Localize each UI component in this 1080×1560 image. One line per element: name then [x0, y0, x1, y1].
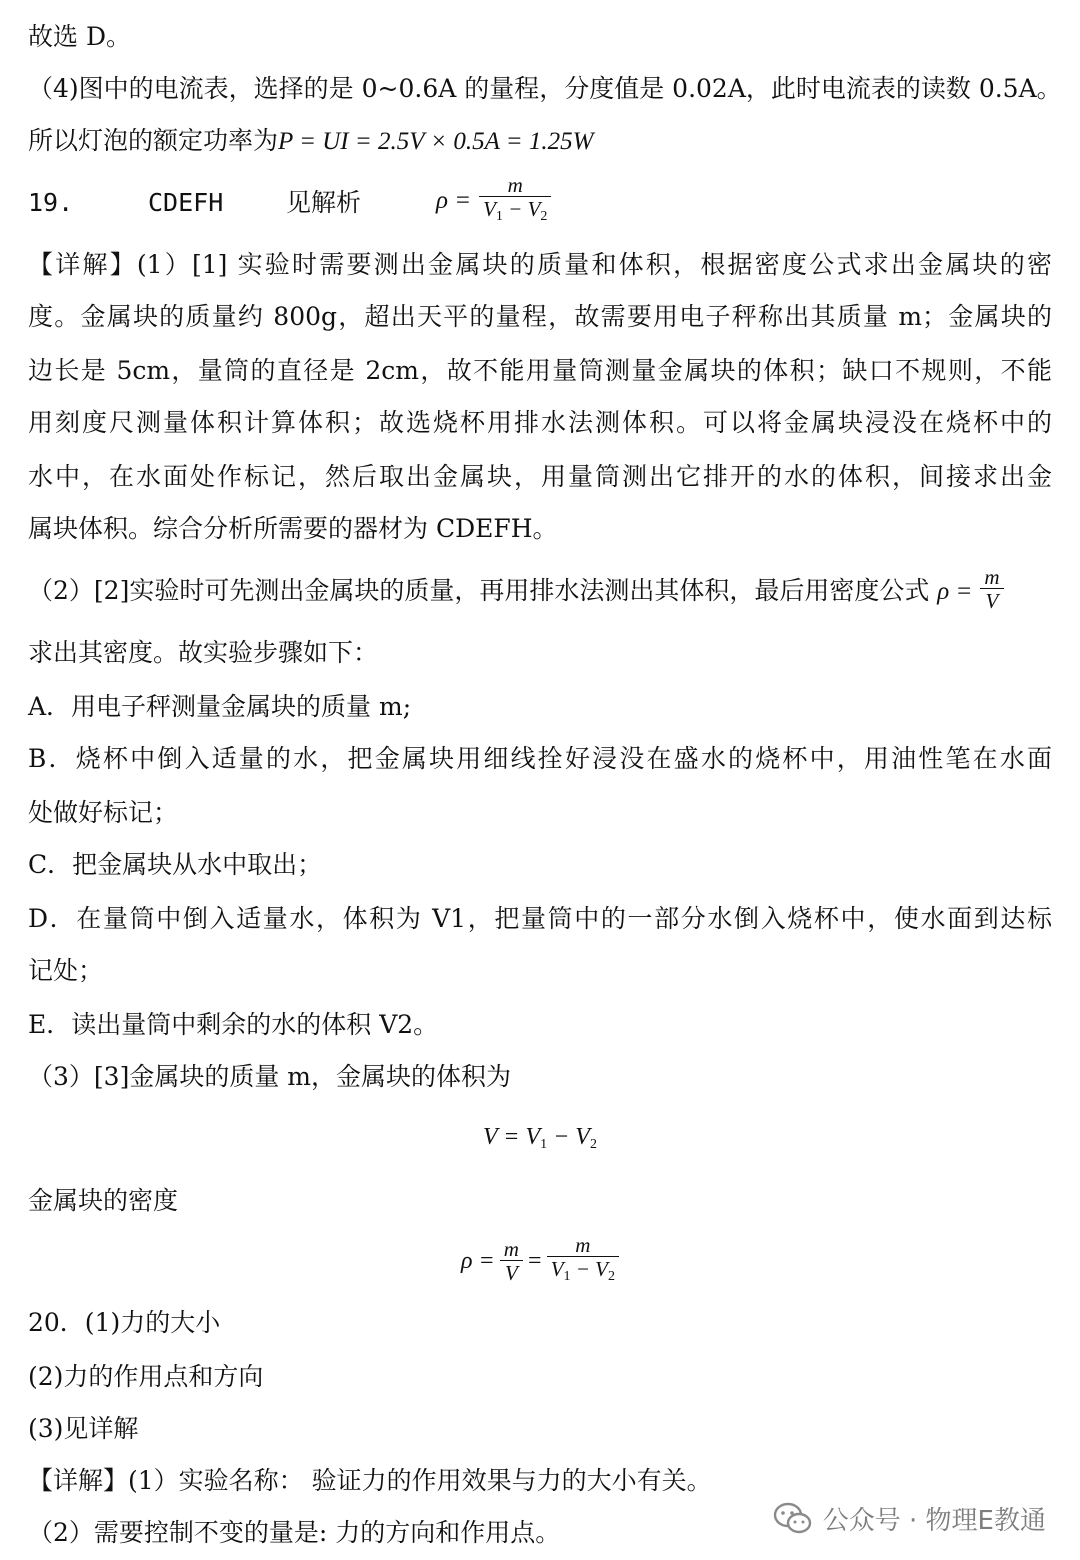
step-d-line-1: D．在量筒中倒入适量水，体积为 V1，把量筒中的一部分水倒入烧杯中，使水面到达标	[28, 904, 1052, 933]
fraction-numerator: m	[479, 174, 551, 197]
line-conclusion-d: 故选 D。	[28, 22, 131, 51]
density-fraction	[479, 174, 551, 229]
part2-rho: ρ =	[937, 578, 973, 605]
watermark	[773, 1500, 1046, 1537]
part2-fraction	[980, 566, 1003, 613]
line-ammeter-reading: （4)图中的电流表，选择的是 0~0.6A 的量程，分度值是 0.02A，此时电流表的读数 0.5A。	[28, 74, 1062, 103]
volume-equation: $V = V_1 - V_2$	[483, 1124, 597, 1152]
line-rated-power	[28, 124, 593, 159]
density-frac-2: $\frac{m}{V_1 - V_2}$	[547, 1234, 619, 1289]
detail-line-1: 【详解】(1）[1] 实验时需要测出金属块的质量和体积，根据密度公式求出金属块的密	[28, 250, 1052, 279]
detail-line-2: 度。金属块的质量约 800g，超出天平的量程，故需要用电子秤称出其质量 m；金属块的	[28, 302, 1052, 331]
q19-number: 19.	[28, 188, 74, 217]
fraction-denominator: $V_1 - V_2$	[483, 197, 548, 224]
part2-line	[28, 565, 1004, 613]
q20-part2: (2)力的作用点和方向	[28, 1362, 264, 1391]
step-a: A．用电子秤测量金属块的质量 m;	[28, 692, 412, 721]
part2-text: （2）[2]实验时可先测出金属块的质量，再用排水法测出其体积，最后用密度公式	[28, 576, 930, 605]
rated-power-text: 所以灯泡的额定功率为	[28, 126, 279, 155]
step-b-line-2: 处做好标记；	[28, 798, 179, 827]
part3-line: （3）[3]金属块的质量 m，金属块的体积为	[28, 1062, 511, 1091]
volume-lhs: V	[483, 1124, 498, 1150]
step-e: E．读出量筒中剩余的水的体积 V2。	[28, 1010, 439, 1039]
density-label: 金属块的密度	[28, 1186, 179, 1215]
watermark-text: 公众号 · 物理E教通	[822, 1506, 1046, 1536]
wechat-icon	[773, 1502, 813, 1536]
q19-answer-1: CDEFH	[148, 188, 224, 217]
step-b-line-1: B．烧杯中倒入适量的水，把金属块用细线拴好浸没在盛水的烧杯中，用油性笔在水面	[28, 744, 1052, 773]
part2-line-2: 求出其密度。故实验步骤如下：	[28, 638, 379, 667]
density-frac-1: $\frac{m}{V}$	[500, 1238, 523, 1285]
density-rho: ρ =	[460, 1248, 495, 1274]
detail-line-6: 属块体积。综合分析所需要的器材为 CDEFH。	[28, 514, 558, 543]
power-formula: P = UI = 2.5V × 0.5A = 1.25W	[278, 128, 594, 155]
density-equation	[0, 1234, 1080, 1289]
q20-detail-2: （2）需要控制不变的量是: 力的方向和作用点。	[28, 1518, 561, 1547]
detail-line-3: 边长是 5cm，量筒的直径是 2cm，故不能用量筒测量金属块的体积；缺口不规则，不能	[28, 356, 1052, 385]
step-d-line-2: 记处；	[28, 956, 104, 985]
q19-answer-3-formula	[436, 174, 551, 229]
q19-answer-2: 见解析	[286, 188, 362, 217]
part2-denominator: V	[985, 589, 999, 613]
part2-numerator: m	[980, 566, 1003, 589]
rho-symbol: ρ =	[436, 187, 472, 214]
detail-line-5: 水中，在水面处作标记，然后取出金属块，用量筒测出它排开的水的体积，间接求出金	[28, 462, 1052, 491]
density-equals: =	[528, 1248, 542, 1274]
step-c: C．把金属块从水中取出；	[28, 850, 323, 879]
detail-line-4: 用刻度尺测量体积计算体积；故选烧杯用排水法测体积。可以将金属块浸没在烧杯中的	[28, 408, 1052, 437]
q20-detail-1: 【详解】(1）实验名称： 验证力的作用效果与力的大小有关。	[28, 1466, 712, 1495]
q20-part3: (3)见详解	[28, 1414, 139, 1443]
q20-part1: 20．(1)力的大小	[28, 1308, 221, 1337]
